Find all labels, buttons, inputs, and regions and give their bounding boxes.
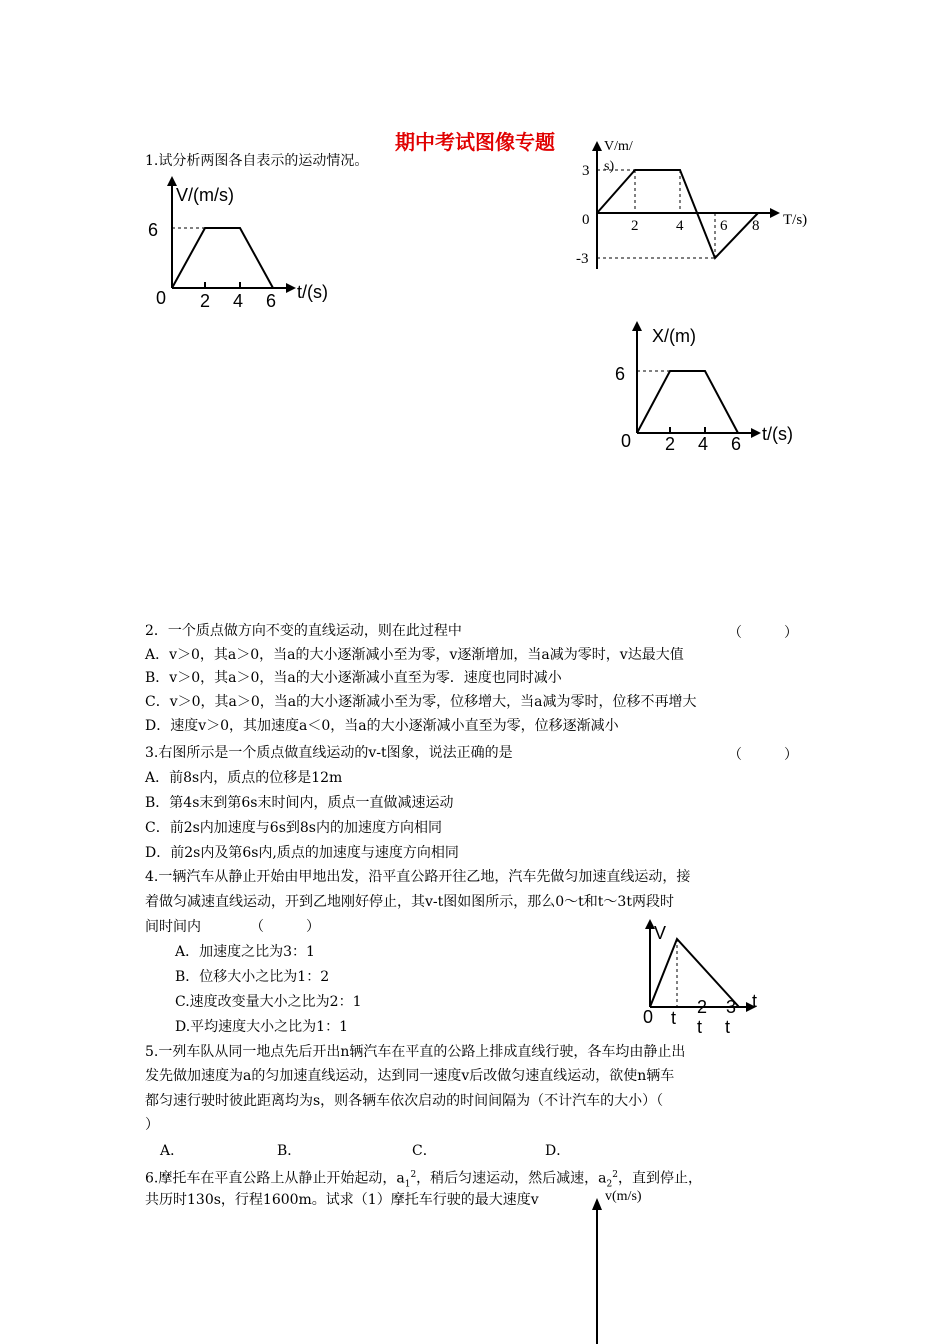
graph-b-xlabel: t/(s) [762, 424, 793, 444]
graph-d-origin: 0 [643, 1007, 654, 1027]
q6-line-1-part-a: 6.摩托车在平直公路上从静止开始起动，a [145, 1170, 405, 1187]
graph-a-xtick-6: 6 [266, 291, 277, 310]
q5-option-b: B． [277, 1143, 302, 1159]
q5-option-a: A． [160, 1143, 185, 1159]
graph-c-ylabel-1: V/m/ [604, 139, 633, 154]
graph-d-tick-t: t [671, 1008, 677, 1028]
graph-e-ylabel: v(m/s) [605, 1189, 642, 1204]
graph-a-origin: 0 [156, 288, 167, 308]
q3-answer-blank: （ ） [728, 747, 798, 763]
q3-option-d: D．前2s内及第6s内,质点的加速度与速度方向相同 [145, 845, 459, 861]
graph-b-ytick: 6 [615, 364, 626, 384]
graph-c-ytick-3: 3 [582, 163, 590, 179]
q6-line-2: 共历时130s，行程1600m。试求（1）摩托车行驶的最大速度v [145, 1192, 539, 1208]
graph-b-origin: 0 [621, 431, 632, 451]
graph-d-ylabel: V [654, 923, 667, 943]
graph-d-tick-2t-num: 2 [697, 997, 708, 1017]
q2-option-c: C．v＞0，其a＞0，当a的大小逐渐减小至为零，位移增大，当a减为零时，位移不再增大 [145, 694, 697, 710]
graph-b-ylabel: X/(m) [652, 326, 696, 346]
graph-c-origin: 0 [582, 212, 590, 228]
q6-line-1-part-b: ，稍后匀速运动，然后减速，a [416, 1170, 607, 1187]
q4-line-2: 着做匀减速直线运动，开到乙地刚好停止，其v-t图如图所示，那么0～t和t～3t两段时 [145, 894, 674, 910]
graph-a-curve [172, 228, 273, 288]
graph-a-xlabel: t/(s) [297, 282, 328, 302]
graph-c-xtick-2: 2 [631, 218, 639, 234]
q5-line-3: 都匀速行驶时彼此距离均为s，则各辆车依次启动的时间间隔为（不计汽车的大小）（ [145, 1093, 664, 1109]
q4-option-b: B．位移大小之比为1：2 [175, 969, 330, 985]
graph-a-xtick-4: 4 [233, 291, 244, 310]
q4-line-3: 间时间内 （ ） [145, 919, 320, 935]
graph-c-velocity-time [570, 135, 820, 275]
q5-line-1: 5.一列车队从同一地点先后开出n辆汽车在平直的公路上排成直线行驶，各车均由静止出 [145, 1044, 686, 1060]
q2-answer-blank: （ ） [728, 625, 798, 641]
q5-line-2: 发先做加速度为a的匀加速直线运动，达到同一速度v后改做匀速直线运动，欲使n辆车 [145, 1068, 675, 1084]
q3-option-b: B．第4s末到第6s末时间内，质点一直做减速运动 [145, 795, 454, 811]
q3-stem: 3.右图所示是一个质点做直线运动的v-t图象，说法正确的是 [145, 745, 513, 761]
graph-e-y-arrow [592, 1198, 602, 1210]
graph-b-xtick-4: 4 [698, 434, 709, 454]
graph-a-x-arrow [286, 283, 296, 293]
graph-c-xtick-8: 8 [752, 218, 760, 234]
graph-c-ylabel-2: s) [604, 159, 615, 174]
q3-option-a: A．前8s内，质点的位移是12m [145, 770, 343, 786]
graph-d-car-velocity-time [635, 915, 795, 1040]
q6-sub-1: 1 [404, 1179, 411, 1190]
q2-stem: 2．一个质点做方向不变的直线运动，则在此过程中 [145, 623, 462, 639]
q5-option-c: C． [412, 1143, 437, 1159]
q4-option-d: D.平均速度大小之比为1：1 [175, 1019, 348, 1035]
q4-option-c: C.速度改变量大小之比为2：1 [175, 994, 362, 1010]
q5-line-4: ） [145, 1117, 159, 1133]
q6-sup-1: 2 [410, 1170, 417, 1180]
q2-option-b: B．v＞0，其a＞0，当a的大小逐渐减小直至为零．速度也同时减小 [145, 670, 562, 686]
graph-d-tick-3t-num: 3 [726, 997, 737, 1017]
graph-d-xlabel: t [752, 991, 758, 1011]
graph-b-displacement-time [605, 315, 815, 455]
graph-c-xtick-4: 4 [676, 218, 684, 234]
graph-c-xlabel: T/s) [783, 212, 808, 228]
graph-b-xtick-2: 2 [665, 434, 676, 454]
graph-b-xtick-6: 6 [731, 434, 742, 454]
q6-line-1-part-c: ，直到停止， [618, 1170, 702, 1187]
graph-a-xtick-2: 2 [200, 291, 211, 310]
graph-a-ylabel: V/(m/s) [176, 185, 234, 205]
graph-a-ytick: 6 [148, 220, 159, 240]
q3-option-c: C．前2s内加速度与6s到8s内的加速度方向相同 [145, 820, 442, 836]
graph-a-velocity-time [140, 170, 350, 310]
page-title: 期中考试图像专题 [395, 130, 555, 154]
q6-sub-2: 2 [606, 1179, 613, 1190]
q4-line-1: 4.一辆汽车从静止开始由甲地出发，沿平直公路开往乙地，汽车先做匀加速直线运动，接 [145, 869, 691, 885]
graph-d-tick-3t-var: t [725, 1017, 731, 1037]
q2-option-a: A．v＞0，其a＞0，当a的大小逐渐减小至为零，v逐渐增加，当a减为零时，v达最大值 [145, 647, 684, 663]
graph-e-velocity-axis [585, 1180, 685, 1344]
q6-sup-2: 2 [612, 1170, 618, 1180]
q2-option-d: D．速度v＞0，其加速度a＜0，当a的大小逐渐减小直至为零，位移逐渐减小 [145, 718, 619, 734]
graph-d-tick-2t-var: t [697, 1017, 703, 1037]
q5-option-d: D． [545, 1143, 571, 1159]
graph-c-xtick-6: 6 [720, 218, 728, 234]
graph-b-curve [637, 371, 738, 433]
graph-c-x-arrow [770, 208, 780, 218]
q4-option-a: A．加速度之比为3：1 [175, 944, 315, 960]
graph-b-y-arrow [632, 321, 642, 331]
q1-text: 1.试分析两图各自表示的运动情况。 [145, 153, 369, 169]
graph-b-x-arrow [751, 428, 761, 438]
graph-c-ytick-neg3: -3 [576, 251, 589, 267]
graph-c-y-arrow [592, 141, 602, 151]
